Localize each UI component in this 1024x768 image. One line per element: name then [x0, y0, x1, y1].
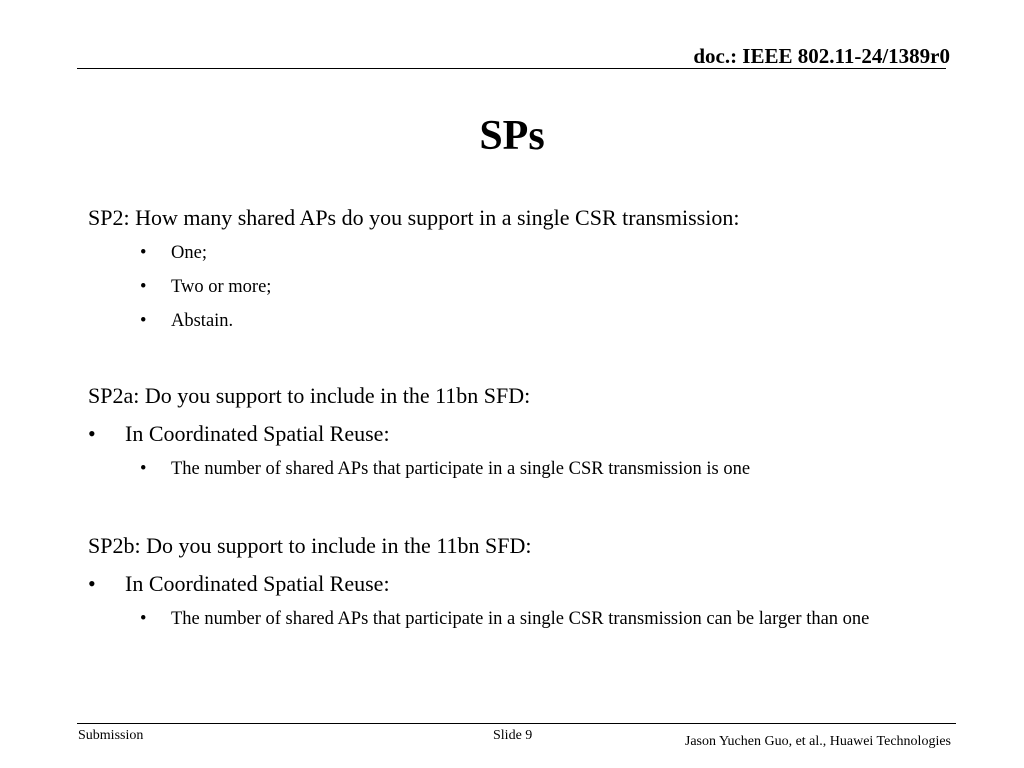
sp2-option-two-or-more	[88, 273, 948, 301]
sp2-heading: SP2: How many shared APs do you support in a single CSR transmission:	[88, 205, 740, 230]
option-label: Two or more;	[171, 277, 272, 297]
bullet-icon: •	[88, 421, 96, 446]
sp2b-heading: SP2b: Do you support to include in the 11bn SFD:	[88, 533, 532, 558]
option-label: Abstain.	[171, 311, 234, 331]
bullet-icon: •	[140, 311, 147, 331]
bullet-label: In Coordinated Spatial Reuse:	[125, 571, 390, 596]
sub-bullet-label: The number of shared APs that participate in a single CSR transmission is one	[171, 459, 751, 479]
bullet-icon: •	[140, 243, 147, 263]
sp2b-bullet	[88, 569, 948, 599]
slide-body	[88, 203, 948, 633]
header-divider	[77, 68, 946, 69]
option-label: One;	[171, 243, 207, 263]
sp2a-bullet	[88, 419, 948, 449]
slide-title: SPs	[479, 113, 545, 159]
footer-submission: Submission	[78, 728, 144, 743]
bullet-icon: •	[140, 277, 147, 297]
sp2b-sub-bullet	[88, 605, 911, 633]
footer-authors: Jason Yuchen Guo, et al., Huawei Technologies	[684, 734, 951, 749]
sp2-option-one	[88, 239, 948, 267]
footer-slide-number: Slide 9	[493, 728, 533, 743]
bullet-icon: •	[140, 459, 147, 479]
footer-divider	[77, 723, 956, 724]
document-id: doc.: IEEE 802.11-24/1389r0	[693, 44, 950, 68]
bullet-icon: •	[88, 571, 96, 596]
sp2a-sub-bullet	[88, 455, 948, 483]
bullet-icon: •	[140, 609, 147, 629]
bullet-label: In Coordinated Spatial Reuse:	[125, 421, 390, 446]
sp2a-heading: SP2a: Do you support to include in the 11bn SFD:	[88, 383, 531, 408]
sub-bullet-label: The number of shared APs that participate in a single CSR transmission can be larger than one	[171, 609, 870, 629]
sp2-option-abstain	[88, 307, 948, 335]
